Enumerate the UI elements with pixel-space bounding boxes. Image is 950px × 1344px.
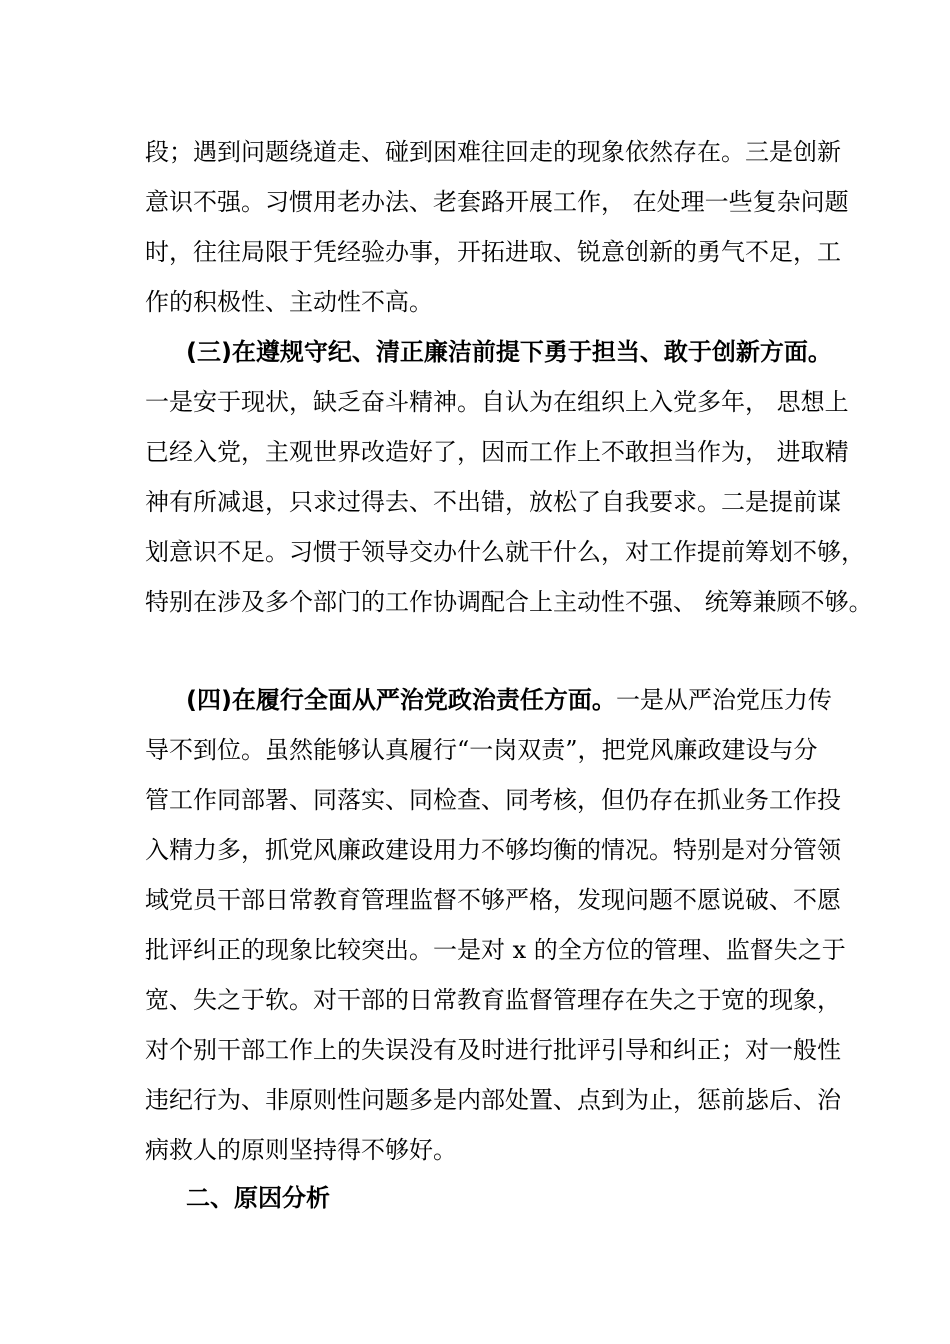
paragraph-line: 域党员干部日常教育管理监督不够严格，发现问题不愿说破、不愿 <box>145 886 841 914</box>
paragraph-line: 段；遇到问题绕道走、碰到困难往回走的现象依然存在。三是创新 <box>145 138 841 166</box>
section-heading-4: (四)在履行全面从严治党政治责任方面。 <box>186 686 616 714</box>
paragraph-line: 对个别干部工作上的失误没有及时进行批评引导和纠正；对一般性 <box>145 1036 841 1064</box>
paragraph-line: 划意识不足。习惯于领导交办什么就干什么，对工作提前筹划不够， <box>145 538 865 566</box>
paragraph-line: 意识不强。习惯用老办法、老套路开展工作， 在处理一些复杂问题 <box>145 188 849 216</box>
paragraph-line: 已经入党，主观世界改造好了，因而工作上不敢担当作为， 进取精 <box>145 438 849 466</box>
paragraph-line: 违纪行为、非原则性问题多是内部处置、点到为止，惩前毖后、治 <box>145 1086 841 1114</box>
paragraph-line: 宽、失之于软。对干部的日常教育监督管理存在失之于宽的现象， <box>145 986 841 1014</box>
paragraph-text: 一是从严治党压力传 <box>615 686 832 714</box>
paragraph-line: 病救人的原则坚持得不够好。 <box>145 1136 457 1164</box>
section-heading-two: 二、原因分析 <box>186 1184 330 1212</box>
section-4-first-line <box>186 685 832 715</box>
paragraph-line: 导不到位。虽然能够认真履行“一岗双责”，把党风廉政建设与分 <box>145 736 818 764</box>
paragraph-line: 作的积极性、主动性不高。 <box>145 288 433 316</box>
paragraph-line: 时，往往局限于凭经验办事，开拓进取、锐意创新的勇气不足，工 <box>145 238 841 266</box>
paragraph-line: 神有所减退，只求过得去、不出错，放松了自我要求。二是提前谋 <box>145 488 841 516</box>
paragraph-line: 批评纠正的现象比较突出。一是对 x 的全方位的管理、监督失之于 <box>145 936 846 964</box>
paragraph-line: 特别在涉及多个部门的工作协调配合上主动性不强、 统筹兼顾不够。 <box>145 588 873 616</box>
paragraph-line: 入精力多，抓党风廉政建设用力不够均衡的情况。特别是对分管领 <box>145 836 841 864</box>
paragraph-line: 管工作同部署、同落实、同检查、同考核，但仍存在抓业务工作投 <box>145 786 841 814</box>
section-heading-3: (三)在遵规守纪、清正廉洁前提下勇于担当、敢于创新方面。 <box>186 338 832 366</box>
paragraph-line: 一是安于现状，缺乏奋斗精神。自认为在组织上入党多年， 思想上 <box>145 388 849 416</box>
